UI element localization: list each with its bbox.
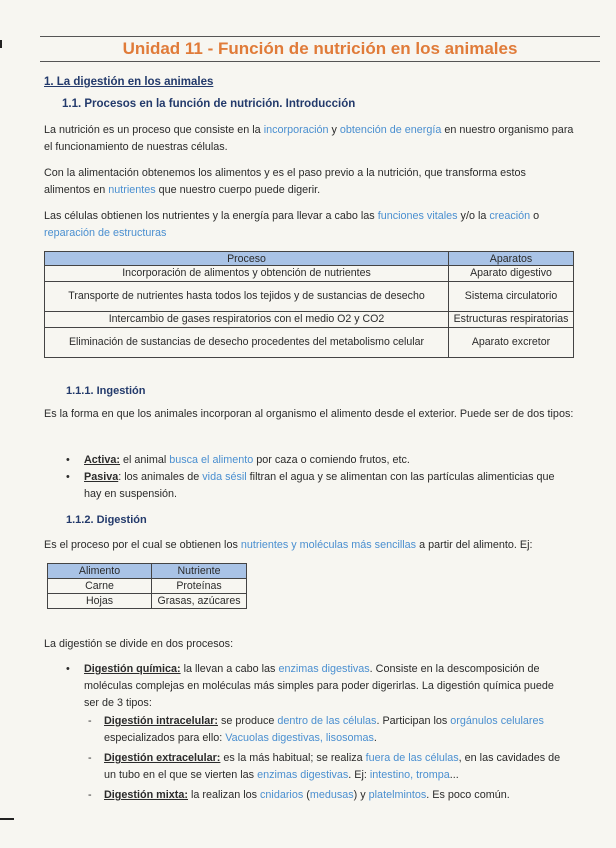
ingestion-list <box>66 452 566 503</box>
list-item: - Digestión intracelular: se produce dentro de las células. Participan los orgánulos celulares especializados para ello: Vacuolas digestivas, lisosomas. <box>88 713 568 747</box>
table-header: Nutriente <box>152 564 247 579</box>
food-nutrient-table <box>47 563 247 609</box>
digestion-list <box>66 661 566 712</box>
table-row <box>45 328 574 358</box>
table-cell: Aparato digestivo <box>449 266 574 282</box>
intro-paragraph-3: Las células obtienen los nutrientes y la energía para llevar a cabo las funciones vitales y/o la creación o reparación de estructuras <box>44 210 540 239</box>
list-item: - Digestión extracelular: es la más habitual; se realiza fuera de las células, en las cavidades de un tubo en el que se vierten las enzimas digestivas. Ej: intestino, trompa... <box>88 750 568 784</box>
table-header: Aparatos <box>449 252 574 266</box>
title-bar <box>40 36 600 62</box>
table-cell: Eliminación de sustancias de desecho procedentes del metabolismo celular <box>45 328 449 358</box>
table-cell: Aparato excretor <box>449 328 574 358</box>
intro-paragraph-2: Con la alimentación obtenemos los alimentos y es el paso previo a la nutrición, que transforma estos alimentos en nutrientes que nuestro cuerpo puede digerir. <box>44 167 526 196</box>
table-cell: Sistema circulatorio <box>449 282 574 312</box>
table-row <box>45 282 574 312</box>
list-item: • Pasiva: los animales de vida sésil filtran el agua y se alimentan con las partículas alimenticias que hay en suspensión. <box>66 469 566 503</box>
table-row <box>48 594 247 609</box>
table-header-row <box>48 564 247 579</box>
page-title: Unidad 11 - Función de nutrición en los animales <box>122 39 518 58</box>
list-item: • Activa: el animal busca el alimento por caza o comiendo frutos, etc. <box>66 452 566 469</box>
list-item: - Digestión mixta: la realizan los cnidarios (medusas) y platelmintos. Es poco común. <box>88 787 568 804</box>
table-cell: Intercambio de gases respiratorios con el medio O2 y CO2 <box>45 312 449 328</box>
ingestion-text: Es la forma en que los animales incorporan al organismo el alimento desde el exterior. Puede ser de dos tipos: <box>44 408 574 420</box>
table-header-row <box>45 252 574 266</box>
digestion-types-list <box>88 713 568 807</box>
scan-mark <box>0 40 2 48</box>
list-item: • Digestión química: la llevan a cabo las enzimas digestivas. Consiste en la descomposición de moléculas complejas en moléculas más simples para poder digerirlas. La digestión química puede ser de 3 tipos: <box>66 661 566 712</box>
table-cell: Hojas <box>48 594 152 609</box>
table-row <box>48 579 247 594</box>
table-cell: Transporte de nutrientes hasta todos los tejidos y de sustancias de desecho <box>45 282 449 312</box>
table-cell: Carne <box>48 579 152 594</box>
process-table <box>44 251 574 358</box>
table-cell: Grasas, azúcares <box>152 594 247 609</box>
digestion-text: Es el proceso por el cual se obtienen los nutrientes y moléculas más sencillas a partir del alimento. Ej: <box>44 539 533 551</box>
table-header: Proceso <box>45 252 449 266</box>
table-row <box>45 266 574 282</box>
heading-digestion: 1.1.2. Digestión <box>66 514 147 526</box>
section-heading-1: 1. La digestión en los animales <box>44 76 214 88</box>
section-heading-1-1: 1.1. Procesos en la función de nutrición. Introducción <box>62 98 356 110</box>
table-row <box>45 312 574 328</box>
intro-paragraph-1: La nutrición es un proceso que consiste en la incorporación y obtención de energía en nuestro organismo para el funcionamiento de nuestras células. <box>44 124 574 153</box>
digestion-divide-text: La digestión se divide en dos procesos: <box>44 638 234 650</box>
table-cell: Proteínas <box>152 579 247 594</box>
heading-ingestion: 1.1.1. Ingestión <box>66 385 146 397</box>
table-header: Alimento <box>48 564 152 579</box>
table-cell: Incorporación de alimentos y obtención de nutrientes <box>45 266 449 282</box>
table-cell: Estructuras respiratorias <box>449 312 574 328</box>
scan-mark <box>0 818 14 820</box>
